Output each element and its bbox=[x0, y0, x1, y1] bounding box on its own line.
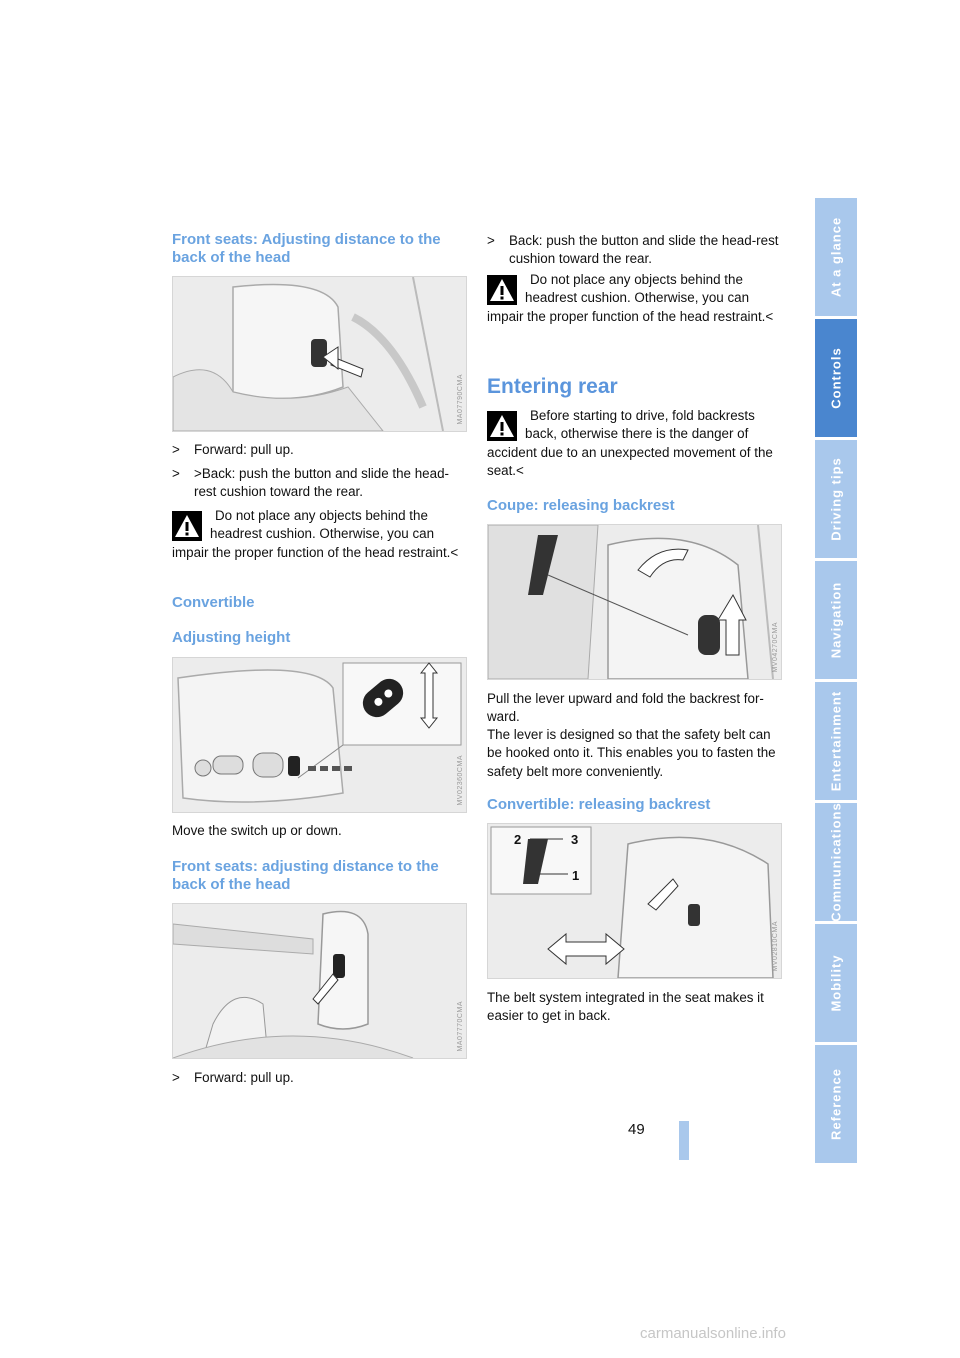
warning-icon bbox=[487, 411, 517, 441]
tab-reference[interactable]: Reference bbox=[815, 1045, 857, 1163]
tab-controls[interactable]: Controls bbox=[815, 319, 857, 437]
end-mark: < bbox=[450, 544, 459, 560]
figure-code: MV02360CMA bbox=[457, 755, 464, 806]
section-heading: Front seats: Adjusting distance to the back of the head bbox=[172, 231, 441, 266]
end-mark: < bbox=[516, 462, 524, 478]
section-heading: Convertible bbox=[172, 594, 255, 611]
body-text: The belt system integrated in the seat makes it easier to get in back. bbox=[487, 990, 764, 1024]
figure-code: MA07790CMA bbox=[457, 374, 464, 425]
tab-mobility[interactable]: Mobility bbox=[815, 924, 857, 1042]
label-3: 3 bbox=[571, 832, 579, 847]
warning-icon bbox=[487, 275, 517, 305]
section-heading: Adjusting height bbox=[172, 629, 291, 646]
chapter-tabs bbox=[815, 198, 857, 1166]
warning-note: Do not place any objects behind the headrest cushion. Otherwise, you can impair the proper function of the head restraint.< bbox=[172, 508, 459, 560]
figure-code: MV04270CMA bbox=[772, 622, 779, 673]
warning-note: Before starting to drive, fold backrests back, otherwise there is the danger of accident due to an unexpected movement of the seat.< bbox=[487, 408, 773, 478]
section-title: Entering rear bbox=[487, 375, 618, 398]
body-text: The lever is designed so that the safety belt can be hooked onto it. This enables you to fasten the safety belt more conveniently. bbox=[487, 727, 776, 779]
bullet-mark: > bbox=[172, 1070, 180, 1085]
body-text: Move the switch up or down. bbox=[172, 823, 342, 838]
end-mark: < bbox=[765, 308, 774, 324]
bullet-mark: > bbox=[172, 466, 180, 481]
headrest-figure bbox=[172, 276, 467, 432]
tab-communications[interactable]: Communications bbox=[815, 803, 857, 921]
convertible-headrest-figure bbox=[172, 903, 467, 1059]
page-marker-bar bbox=[679, 1121, 689, 1160]
section-heading: Front seats: adjusting distance to the back of the head bbox=[172, 858, 439, 893]
section-heading: Coupe: releasing backrest bbox=[487, 497, 675, 514]
warning-icon bbox=[172, 511, 202, 541]
bullet-item: > Forward: pull up. bbox=[172, 1069, 467, 1087]
tab-at-a-glance[interactable]: At a glance bbox=[815, 198, 857, 316]
bullet-mark: > bbox=[487, 233, 495, 248]
tab-navigation[interactable]: Navigation bbox=[815, 561, 857, 679]
bullet-item: > Back: push the button and slide the head-rest cushion toward the rear. bbox=[487, 233, 779, 267]
seat-switch-figure bbox=[172, 657, 467, 813]
bullet-mark: > bbox=[172, 442, 180, 457]
warning-note: Do not place any objects behind the headrest cushion. Otherwise, you can impair the proper function of the head restraint.< bbox=[487, 272, 774, 324]
figure-code: MA07770CMA bbox=[457, 1001, 464, 1052]
body-text: Pull the lever upward and fold the backrest for-ward. bbox=[487, 691, 764, 725]
section-heading: Convertible: releasing backrest bbox=[487, 796, 711, 813]
bullet-item: > Forward: pull up. bbox=[172, 441, 467, 459]
label-1: 1 bbox=[572, 868, 580, 883]
footer-watermark: carmanualsonline.info bbox=[640, 1325, 786, 1342]
tab-entertainment[interactable]: Entertainment bbox=[815, 682, 857, 800]
figure-code: MV02810CMA bbox=[772, 921, 779, 972]
bullet-item: > >Back: push the button and slide the head-rest cushion toward the rear. bbox=[172, 466, 449, 500]
tab-driving-tips[interactable]: Driving tips bbox=[815, 440, 857, 558]
page-number: 49 bbox=[628, 1121, 645, 1138]
label-2: 2 bbox=[514, 832, 522, 847]
convertible-backrest-figure bbox=[487, 823, 782, 979]
coupe-backrest-figure bbox=[487, 524, 782, 680]
